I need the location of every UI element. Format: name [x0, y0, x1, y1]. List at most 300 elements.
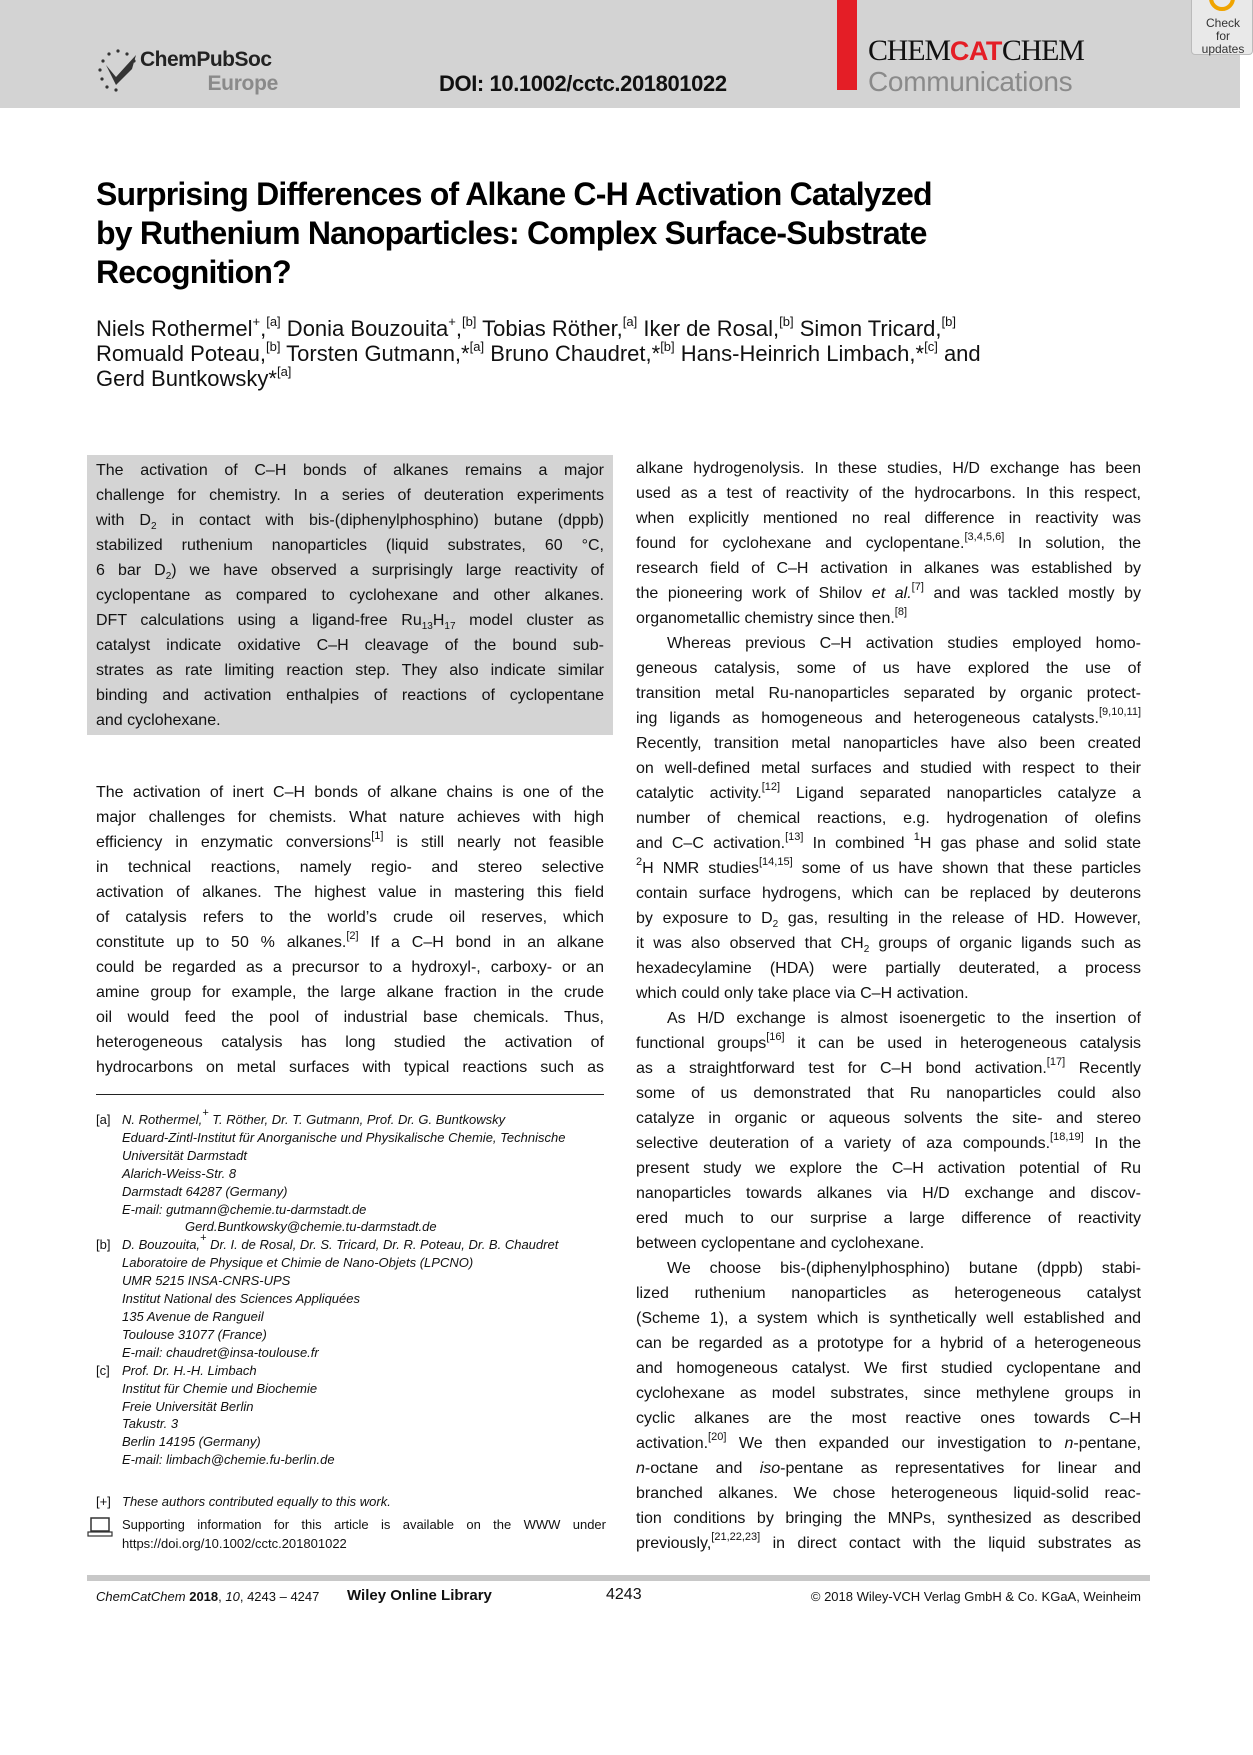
text-run: We choose bis-(diphenylphosphino) butane (dppb) stabi- — [667, 1260, 1141, 1277]
text-run: selective deuteration of a variety of aza compounds. — [636, 1135, 1051, 1152]
text-run: binding and activation enthalpies of reactions of cyclopentane — [96, 687, 604, 704]
text-run: branched alkanes. We chose heterogeneous liquid-solid reac- — [636, 1485, 1141, 1502]
text-run: cyclohexane as model substrates, since methylene groups in — [636, 1385, 1141, 1402]
text-run: by exposure to D — [636, 910, 773, 927]
text-line — [636, 956, 1141, 981]
text-run: Dr. I. de Rosal, Dr. S. Tricard, Dr. R. Poteau, Dr. B. Chaudret — [206, 1237, 559, 1253]
text-run: challenge for chemistry. In a series of deuteration experiments — [96, 487, 604, 504]
text-line — [96, 830, 604, 855]
text-line — [96, 683, 604, 708]
text-line — [96, 1030, 604, 1055]
email-label: E-mail: — [122, 1344, 167, 1360]
affiliation-line — [122, 1415, 606, 1433]
affiliation-divider — [96, 1094, 604, 1095]
text-line — [636, 1106, 1141, 1131]
text-run: transition metal Ru-nanoparticles separated by organic protect- — [636, 685, 1141, 702]
superscript: [c] — [924, 339, 938, 354]
superscript: + — [448, 314, 456, 329]
chempubsoc-logo-icon — [96, 47, 140, 93]
text-run: could be regarded as a precursor to a hydroxyl-, carboxy- or an — [96, 959, 604, 976]
affiliation-line — [122, 1165, 606, 1183]
text-line — [636, 1531, 1141, 1556]
text-run: Recently, transition metal nanoparticles have also been created — [636, 735, 1141, 752]
text-run: geneous catalysis, some of us have explored the use of — [636, 660, 1141, 677]
text-run: tion conditions by bringing the MNPs, synthesized as described — [636, 1510, 1141, 1527]
text-run: amine group for example, the large alkane fraction in the crude — [96, 984, 604, 1001]
citation-ref: [7] — [911, 581, 924, 593]
text-run: Institut National des Sciences Appliquées — [122, 1291, 360, 1307]
text-run: T. Röther, Dr. T. Gutmann, Prof. Dr. G. Buntkowsky — [208, 1112, 506, 1127]
citation-ref: [1] — [371, 830, 384, 842]
text-line — [96, 366, 1146, 391]
subscript: 2 — [772, 919, 779, 930]
abstract-text — [96, 458, 604, 733]
text-run: Eduard-Zintl-Institut für Anorganische und Physikalische Chemie, Technische — [122, 1129, 566, 1145]
footnote-label: [+] — [96, 1494, 111, 1509]
text-line — [636, 1456, 1141, 1481]
text-line — [636, 1481, 1141, 1506]
text-line — [636, 481, 1141, 506]
text-run: on well-defined metal surfaces and studied with respect to their — [636, 760, 1141, 777]
paragraph — [96, 780, 604, 1080]
text-run: ing ligands as homogeneous and heterogeneous catalysts. — [636, 710, 1099, 727]
superscript: [b] — [461, 314, 477, 329]
text-run: Recently — [1065, 1060, 1141, 1077]
text-run: DFT calculations using a ligand-free Ru — [96, 612, 422, 629]
text-line — [96, 805, 604, 830]
text-line — [96, 558, 604, 583]
citation-ref: [8] — [894, 606, 908, 618]
superscript: [b] — [660, 339, 675, 354]
email-line — [122, 1344, 606, 1362]
text-run: H — [432, 612, 445, 629]
citation-ref: [16] — [766, 1031, 785, 1043]
text-line — [636, 1181, 1141, 1206]
journal-name-part: CAT — [949, 36, 1002, 66]
superscript: [b] — [266, 339, 281, 354]
text-run: We then expanded our investigation to — [726, 1435, 1065, 1452]
text-line — [96, 855, 604, 880]
text-line — [636, 881, 1141, 906]
text-run: constitute up to 50 % alkanes. — [96, 934, 347, 951]
email-label: E-mail: — [122, 1201, 167, 1217]
text-run: cyclic alkanes are the most reactive ones towards C–H — [636, 1410, 1141, 1427]
text-run: used as a test of reactivity of the hydrocarbons. In this respect, — [636, 485, 1141, 502]
text-run: it can be used in heterogeneous catalysis — [784, 1035, 1142, 1052]
text-run: Universität Darmstadt — [122, 1147, 247, 1163]
text-line — [636, 1431, 1141, 1456]
text-line — [636, 756, 1141, 781]
text-run: Bruno Chaudret,* — [484, 341, 661, 366]
subscript: 2 — [863, 944, 870, 955]
text-run: Institut für Chemie und Biochemie — [122, 1380, 318, 1396]
text-line — [636, 1231, 1141, 1256]
text-run: activation. — [636, 1435, 709, 1452]
text-line — [96, 780, 604, 805]
affiliation-line — [122, 1129, 606, 1147]
citation-ref: [14,15] — [758, 856, 793, 868]
email-line — [122, 1451, 606, 1469]
affiliation-line — [122, 1380, 606, 1398]
text-run: -octane and — [644, 1460, 760, 1477]
text-run: 135 Avenue de Rangueil — [122, 1308, 264, 1324]
affiliation — [96, 1107, 606, 1236]
text-run: when explicitly mentioned no real difference in reactivity was — [636, 510, 1141, 527]
computer-icon — [88, 1517, 112, 1537]
text-run: Alarich-Weiss-Str. 8 — [122, 1165, 237, 1181]
affiliation — [96, 1232, 606, 1361]
text-run: lized ruthenium nanoparticles as heterogeneous catalyst — [636, 1285, 1141, 1302]
text-line — [96, 508, 604, 533]
text-run: 6 bar D — [96, 562, 166, 579]
check-for-updates-badge[interactable] — [1191, 0, 1253, 55]
text-run: which could only take place via C–H activation. — [636, 985, 969, 1002]
text-run: present study we explore the C–H activation potential of Ru — [636, 1160, 1141, 1177]
citation-ref: [20] — [708, 1431, 727, 1443]
superscript: + — [200, 1232, 207, 1245]
text-run: and was tackled mostly by — [923, 585, 1141, 602]
text-line — [636, 681, 1141, 706]
affiliation-line — [122, 1398, 606, 1416]
email-link[interactable]: Gerd.Buntkowsky@chemie.tu-darmstadt.de — [185, 1219, 437, 1235]
text-run: Berlin 14195 (Germany) — [122, 1434, 261, 1450]
superscript: + — [202, 1107, 209, 1119]
subscript: 13 — [421, 621, 433, 632]
affiliation-line — [122, 1272, 606, 1290]
italic-run: iso — [759, 1460, 781, 1477]
text-run: of catalysis refers to the world’s crude oil reserves, which — [96, 909, 604, 926]
footer-divider — [87, 1575, 1150, 1581]
text-run: groups of organic ligands such as — [869, 935, 1142, 952]
text-line — [636, 581, 1141, 606]
text-line — [636, 981, 1141, 1006]
text-run: is still nearly not feasible — [383, 834, 605, 851]
text-line — [636, 1506, 1141, 1531]
text-line — [636, 1006, 1141, 1031]
affiliations — [96, 1107, 606, 1469]
text-line — [636, 1331, 1141, 1356]
text-run: model cluster as — [455, 612, 605, 629]
text-line — [636, 856, 1141, 881]
citation-ref: [9,10,11] — [1099, 706, 1141, 718]
text-run: Hans-Heinrich Limbach,* — [674, 341, 925, 366]
citation-ref: [3,4,5,6] — [964, 531, 1005, 543]
text-run: Toulouse 31077 (France) — [122, 1326, 267, 1342]
text-line — [636, 1356, 1141, 1381]
text-line — [96, 316, 1146, 341]
affiliation-line — [122, 1433, 606, 1451]
text-line — [636, 456, 1141, 481]
affiliation-line — [122, 1308, 606, 1326]
text-run: Tobias Röther, — [476, 316, 623, 341]
text-run: major challenges for chemists. What nature achieves with high — [96, 809, 604, 826]
footnote-text: These authors contributed equally to this work. — [122, 1494, 391, 1509]
text-line — [636, 706, 1141, 731]
text-line — [96, 483, 604, 508]
citation-ref: [12] — [761, 781, 781, 793]
text-run: nanoparticles towards alkanes via H/D exchange and discov- — [636, 1185, 1141, 1202]
text-run: in technical reactions, namely regio- and stereo selective — [96, 859, 604, 876]
text-line — [636, 1031, 1141, 1056]
text-run: -pentane, — [1073, 1435, 1141, 1452]
text-run: As H/D exchange is almost isoenergetic to the insertion of — [667, 1010, 1141, 1027]
text-line — [96, 930, 604, 955]
affiliation-line — [122, 1183, 606, 1201]
text-run: Freie Universität Berlin — [122, 1398, 254, 1414]
text-line — [96, 1055, 604, 1080]
text-run: ered much to our surprise a large difference of reactivity — [636, 1210, 1141, 1227]
article-doi[interactable]: DOI: 10.1002/cctc.201801022 — [439, 71, 727, 96]
text-run: and C–C activation. — [636, 835, 786, 852]
title-line: Recognition? — [96, 254, 291, 290]
text-run: Torsten Gutmann,* — [280, 341, 470, 366]
text-line — [96, 458, 604, 483]
text-run: oil would feed the pool of industrial base chemicals. Thus, — [96, 1009, 604, 1026]
text-run: Prof. Dr. H.-H. Limbach — [122, 1362, 257, 1378]
journal-name — [868, 34, 1084, 68]
text-line — [636, 1206, 1141, 1231]
text-run: stabilized ruthenium nanoparticles (liquid substrates, 60 °C, — [96, 537, 604, 554]
wiley-online-library-link[interactable]: Wiley Online Library — [347, 1587, 492, 1604]
text-run: and homogeneous catalyst. We first studied cyclopentane and — [636, 1360, 1141, 1377]
supporting-info-link[interactable]: https://doi.org/10.1002/cctc.201801022 — [122, 1536, 347, 1551]
text-run: Iker de Rosal, — [637, 316, 780, 341]
text-line — [636, 531, 1141, 556]
body-column-left — [96, 780, 604, 1080]
text-run: If a C–H bond in an alkane — [358, 934, 605, 951]
equal-contribution-footnote — [96, 1493, 606, 1511]
text-run: Donia Bouzouita — [280, 316, 449, 341]
publisher-logo-name: ChemPubSoc — [140, 48, 272, 71]
text-run: in direct contact with the liquid substrates as — [760, 1535, 1141, 1552]
supporting-info-text: Supporting information for this article is available on the WWW under — [122, 1517, 606, 1532]
text-run: as a straightforward test for C–H bond activation. — [636, 1060, 1047, 1077]
text-run: organometallic chemistry since then. — [636, 610, 895, 627]
text-run: The activation of inert C–H bonds of alkane chains is one of the — [96, 784, 604, 801]
update-arc-icon — [1209, 0, 1235, 11]
text-line — [636, 731, 1141, 756]
text-run: Simon Tricard, — [793, 316, 942, 341]
journal-name-part: CHEM — [1001, 34, 1084, 67]
text-run: hydrocarbons on metal surfaces with typical reactions such as — [96, 1059, 604, 1076]
supporting-information-note — [96, 1515, 606, 1553]
text-run: UMR 5215 INSA-CNRS-UPS — [122, 1273, 291, 1289]
email-link[interactable]: chaudret@insa-toulouse.fr — [166, 1344, 319, 1360]
text-line — [96, 880, 604, 905]
paragraph — [636, 631, 1141, 1006]
text-line — [96, 955, 604, 980]
copyright: © 2018 Wiley-VCH Verlag GmbH & Co. KGaA, Weinheim — [810, 1589, 1141, 1604]
text-run: can be regarded as a prototype for a hybrid of a heterogeneous — [636, 1335, 1141, 1352]
text-run: number of chemical reactions, e.g. hydrogenation of olefins — [636, 810, 1141, 827]
text-line — [96, 658, 604, 683]
text-line — [636, 1056, 1141, 1081]
text-run: -pentane as representatives for linear and — [780, 1460, 1141, 1477]
text-run: D. Bouzouita, — [122, 1237, 201, 1253]
text-line — [96, 980, 604, 1005]
text-line — [636, 506, 1141, 531]
footer-volume: 10 — [225, 1589, 240, 1604]
text-run: Laboratoire de Physique et Chimie de Nano-Objets (LPCNO) — [122, 1255, 474, 1271]
affiliation-line — [122, 1362, 606, 1380]
superscript: [a] — [622, 314, 638, 329]
text-run: H NMR studies — [642, 860, 759, 877]
subscript: 17 — [444, 621, 456, 632]
text-run: catalyze in organic or aqueous solvents the site- and stereo — [636, 1110, 1141, 1127]
text-line — [96, 583, 604, 608]
text-run: activation of alkanes. The highest value in mastering this field — [96, 884, 604, 901]
affiliation-label: [c] — [96, 1362, 110, 1378]
text-run: strates as rate limiting reaction step. They also indicate similar — [96, 662, 604, 679]
italic-run: n — [1064, 1435, 1074, 1452]
text-run: , — [455, 316, 462, 341]
text-run: , — [260, 316, 267, 341]
text-line — [636, 631, 1141, 656]
superscript: 2 — [636, 856, 643, 868]
journal-accent-bar — [837, 0, 857, 90]
text-run: catalyst indicate oxidative C–H cleavage of the bound sub- — [96, 637, 604, 654]
paragraph — [636, 1006, 1141, 1256]
affiliation-label: [a] — [96, 1112, 111, 1127]
text-line — [96, 341, 1146, 366]
footer-year: 2018 — [189, 1589, 219, 1604]
text-run: some of us demonstrated that Ru nanoparticles could also — [636, 1085, 1141, 1102]
text-run: the pioneering work of Shilov — [636, 585, 872, 602]
text-run: In solution, the — [1004, 535, 1141, 552]
text-run: Romuald Poteau, — [96, 341, 266, 366]
text-run: it was also observed that CH — [636, 935, 864, 952]
citation-ref: [2] — [346, 930, 359, 942]
text-line — [636, 931, 1141, 956]
text-line — [96, 1005, 604, 1030]
text-run: efficiency in enzymatic conversions — [96, 834, 372, 851]
text-run: The activation of C–H bonds of alkanes remains a major — [96, 462, 604, 479]
superscript: [a] — [266, 314, 281, 329]
paragraph — [636, 456, 1141, 631]
text-run: between cyclopentane and cyclohexane. — [636, 1235, 925, 1252]
superscript: [b] — [779, 314, 794, 329]
text-run: found for cyclohexane and cyclopentane. — [636, 535, 965, 552]
footer-journal: ChemCatChem — [96, 1589, 186, 1604]
email-line — [122, 1218, 606, 1236]
text-line — [636, 1081, 1141, 1106]
email-link[interactable]: gutmann@chemie.tu-darmstadt.de — [166, 1201, 367, 1217]
text-line — [96, 905, 604, 930]
body-column-right — [636, 456, 1141, 1556]
text-run: and cyclohexane. — [96, 712, 221, 729]
affiliation-line — [122, 1107, 606, 1129]
citation-ref: [17] — [1046, 1056, 1066, 1068]
text-run: Darmstadt 64287 (Germany) — [122, 1183, 288, 1199]
text-line — [636, 556, 1141, 581]
text-run: alkane hydrogenolysis. In these studies, H/D exchange has been — [636, 460, 1141, 477]
text-run: In combined — [803, 835, 914, 852]
text-line — [636, 906, 1141, 931]
text-line — [636, 1406, 1141, 1431]
title-line: Surprising Differences of Alkane C-H Activation Catalyzed — [96, 176, 932, 212]
publisher-logo-sub: Europe — [207, 72, 278, 95]
superscript: [a] — [276, 364, 292, 379]
text-line — [96, 633, 604, 658]
text-line — [636, 606, 1141, 631]
text-run: functional groups — [636, 1035, 767, 1052]
text-run: previously, — [636, 1535, 712, 1552]
affiliation-line — [122, 1326, 606, 1344]
footer-pages: , 4243 – 4247 — [239, 1589, 320, 1604]
affiliation-line — [122, 1254, 606, 1272]
affiliation-line — [122, 1290, 606, 1308]
article-title — [96, 175, 1156, 292]
text-line — [636, 1381, 1141, 1406]
text-run: In the — [1083, 1135, 1141, 1152]
text-run: Niels Rothermel — [96, 316, 253, 341]
text-run: with D — [96, 512, 151, 529]
text-line — [636, 1281, 1141, 1306]
subscript: 2 — [151, 521, 157, 532]
affiliation-line — [122, 1147, 606, 1165]
text-run: Gerd Buntkowsky* — [96, 366, 277, 391]
superscript: [b] — [941, 314, 956, 329]
superscript: 1 — [913, 831, 920, 843]
text-line — [636, 806, 1141, 831]
text-line — [636, 1156, 1141, 1181]
page-number: 4243 — [606, 1586, 642, 1603]
citation-ref: [21,22,23] — [711, 1531, 761, 1543]
text-line — [636, 1256, 1141, 1281]
superscript: + — [252, 314, 261, 329]
subscript: 2 — [165, 571, 172, 582]
paragraph — [96, 458, 604, 733]
superscript: [a] — [469, 339, 485, 354]
text-run: contain surface hydrogens, which can be replaced by deuterons — [636, 885, 1141, 902]
text-line — [636, 831, 1141, 856]
journal-name-part: CHEM — [868, 34, 950, 67]
affiliation — [96, 1362, 606, 1469]
citation-ref: [18,19] — [1050, 1131, 1084, 1143]
text-line — [636, 1306, 1141, 1331]
text-run: gas, resulting in the release of HD. However, — [778, 910, 1142, 927]
text-run: research field of C–H activation in alkanes was established by — [636, 560, 1141, 577]
email-line — [122, 1201, 606, 1219]
citation-ref: [13] — [785, 831, 804, 843]
text-run: Takustr. 3 — [122, 1416, 179, 1432]
text-run: some of us have shown that these particles — [792, 860, 1142, 877]
text-run: and — [937, 341, 981, 366]
footer-citation: ChemCatChem 2018, 10, 4243 – 4247 — [96, 1589, 320, 1604]
italic-run: et al. — [871, 585, 912, 602]
text-run: heterogeneous catalysis has long studied the activation of — [96, 1034, 604, 1051]
email-link[interactable]: limbach@chemie.fu-berlin.de — [166, 1452, 335, 1468]
title-line: by Ruthenium Nanoparticles: Complex Surface-Substrate — [96, 215, 927, 251]
text-run: catalytic activity. — [636, 785, 762, 802]
article-type: Communications — [868, 66, 1073, 97]
update-badge-label: Check for updates — [1201, 16, 1245, 56]
email-label: E-mail: — [122, 1452, 167, 1468]
affiliation-line — [122, 1232, 606, 1254]
text-run: ) we have observed a surprisingly large reactivity of — [171, 562, 604, 579]
text-run: Ligand separated nanoparticles catalyze a — [780, 785, 1142, 802]
text-line — [96, 533, 604, 558]
text-line — [636, 1131, 1141, 1156]
text-run: Whereas previous C–H activation studies employed homo- — [667, 635, 1141, 652]
text-line — [96, 608, 604, 633]
text-line — [96, 708, 604, 733]
italic-run: n — [636, 1460, 645, 1477]
text-run: H gas phase and solid state — [919, 835, 1141, 852]
author-list — [96, 316, 1146, 391]
text-run: hexadecylamine (HDA) were partially deuterated, a process — [636, 960, 1141, 977]
affiliation-label: [b] — [96, 1237, 111, 1253]
